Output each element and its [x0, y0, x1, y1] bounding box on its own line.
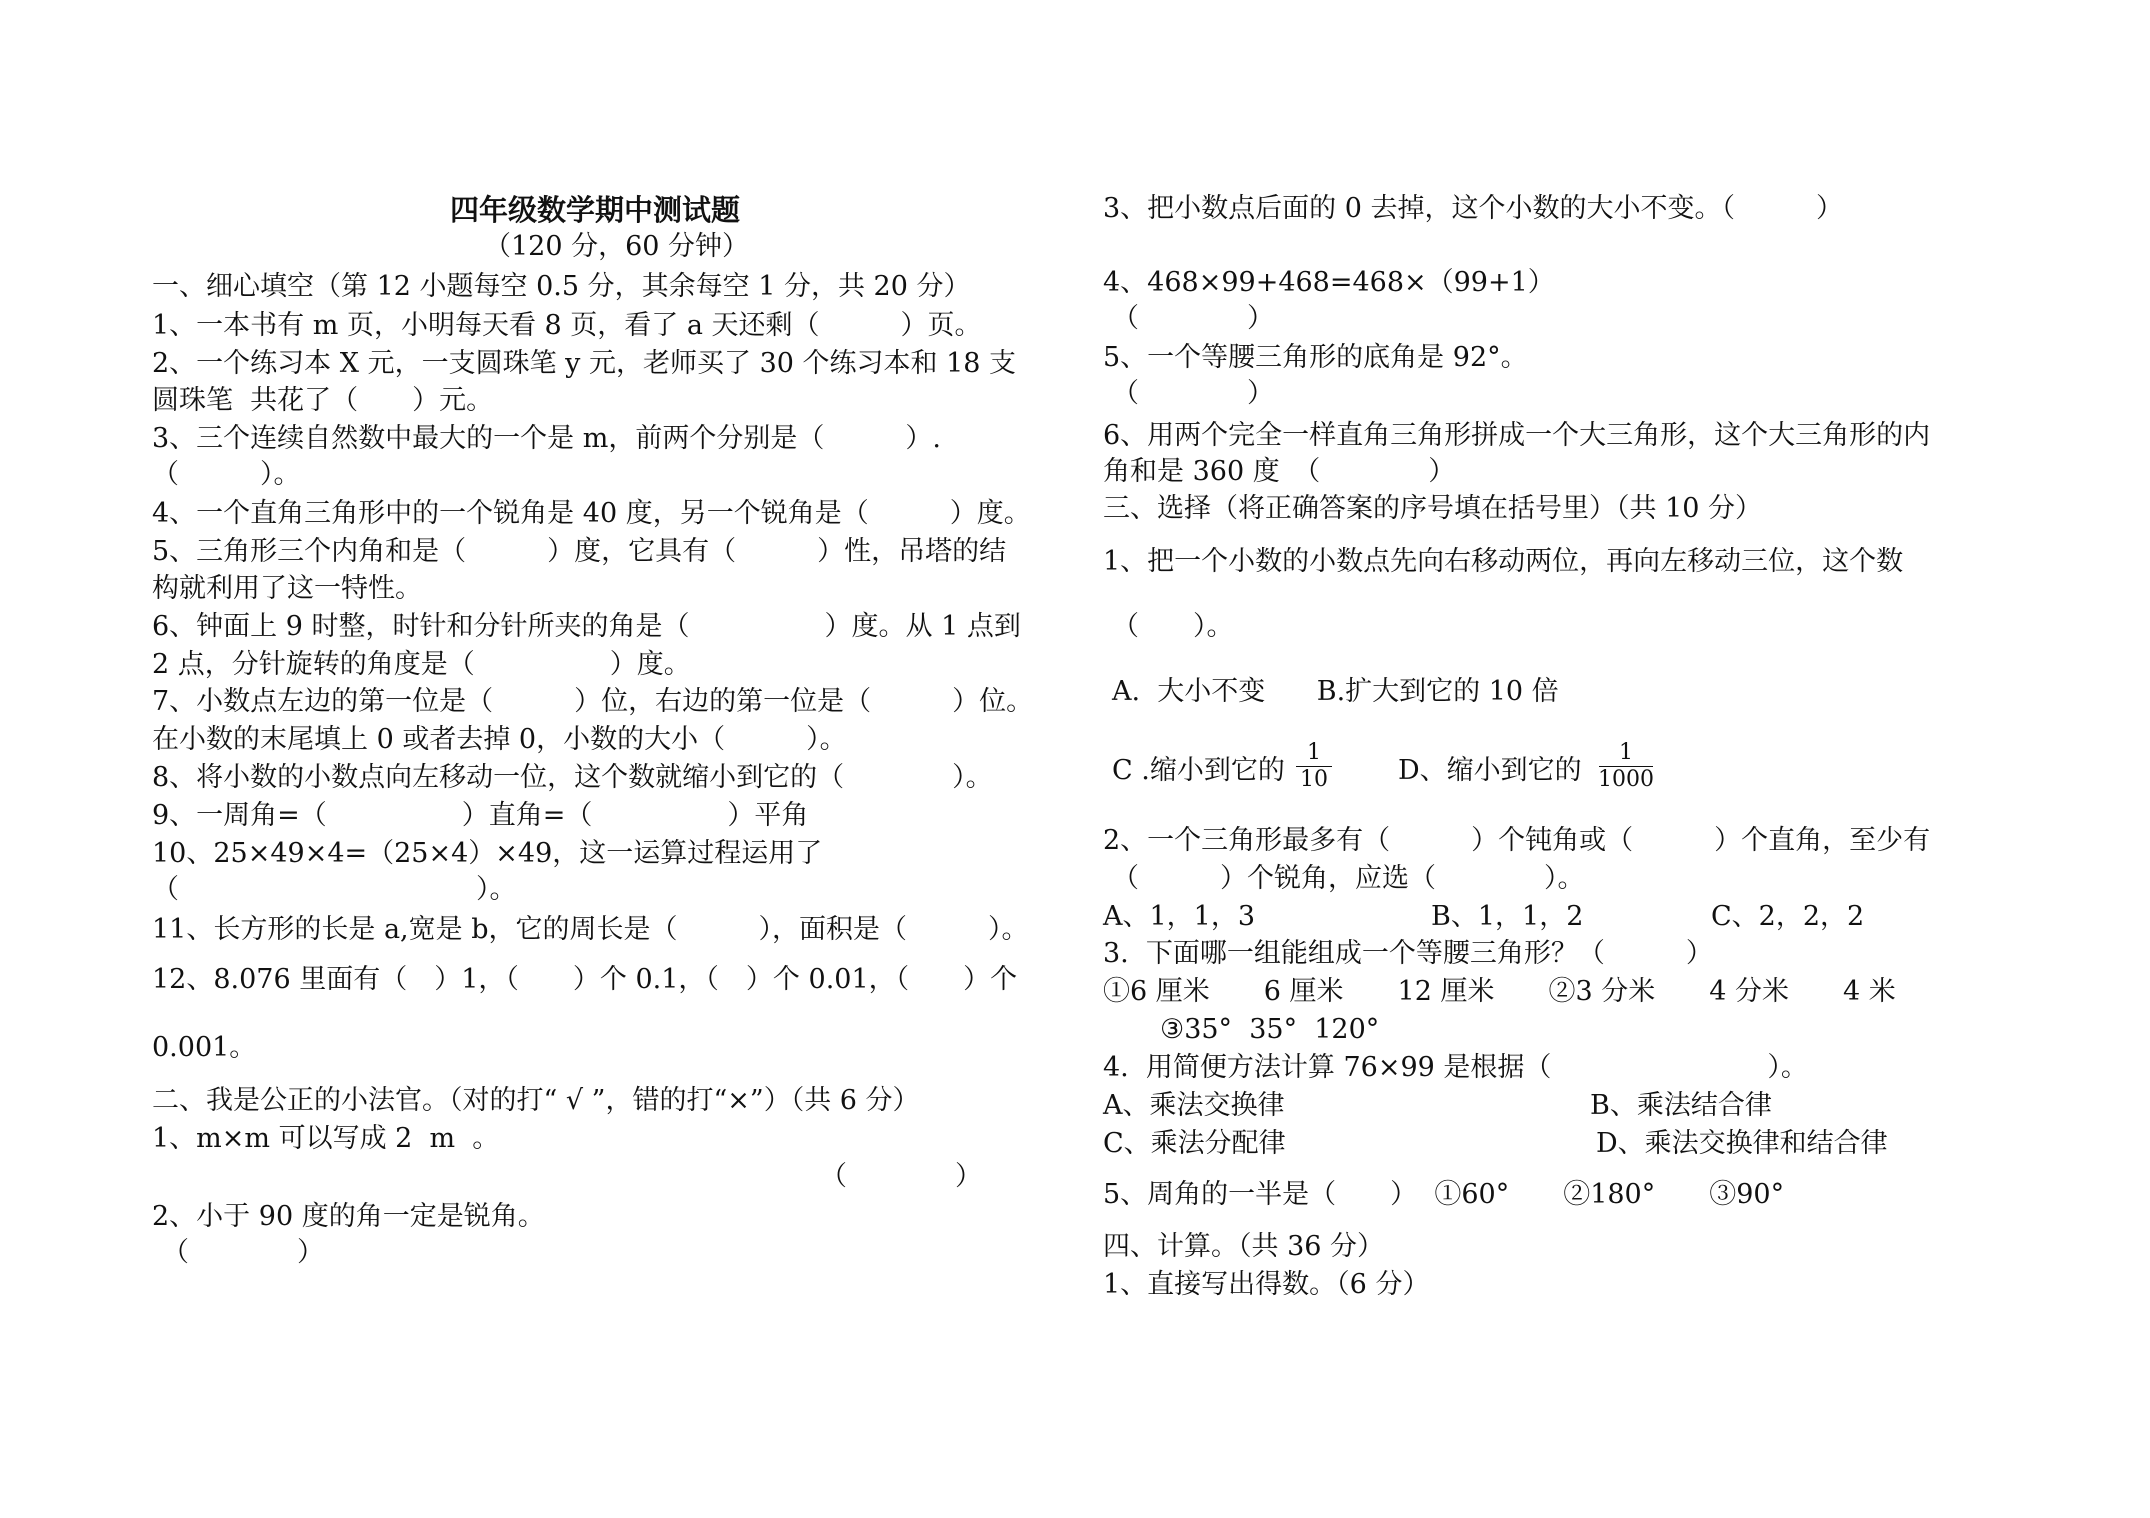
choice-option: C .缩小到它的: [1112, 755, 1285, 786]
section-4-heading: 四、计算。（共 36 分）: [1103, 1231, 1385, 1262]
answer-blank: （ ）。: [1112, 611, 1234, 642]
choice-option: D、乘法交换律和结合律: [1596, 1128, 1888, 1159]
fraction-one-tenth: [1296, 740, 1332, 793]
section-2-heading: 二、我是公正的小法官。（对的打“ √ ”，错的打“×”）（共 6 分）: [152, 1085, 920, 1116]
question-text: 角和是 360 度 （ ）: [1103, 456, 1456, 487]
choice-option: C、乘法分配律: [1103, 1128, 1286, 1159]
question-text: 3、三个连续自然数中最大的一个是 m，前两个分别是（ ）.: [152, 423, 941, 454]
section-1-heading: 一、细心填空（第 12 小题每空 0.5 分，其余每空 1 分，共 20 分）: [152, 271, 971, 302]
question-text: 1、直接写出得数。（6 分）: [1103, 1269, 1430, 1300]
question-text: 5、一个等腰三角形的底角是 92°。: [1103, 342, 1528, 373]
question-text: 4、一个直角三角形中的一个锐角是 40 度，另一个锐角是（ ）度。: [152, 498, 1031, 529]
choice-option: B、1，1，2: [1431, 901, 1584, 932]
choice-option: D、缩小到它的: [1398, 755, 1582, 786]
question-text: 4、468×99+468=468×（99+1）: [1103, 267, 1555, 298]
question-text: 圆珠笔 共花了（ ）元。: [152, 385, 494, 416]
section-3-heading: 三、选择（将正确答案的序号填在括号里）（共 10 分）: [1103, 493, 1763, 524]
answer-blank: （ ）: [162, 1237, 324, 1268]
question-text: 1、m×m 可以写成 2 m 。: [152, 1123, 500, 1154]
fraction-numerator: 1: [1307, 740, 1321, 765]
question-text: 8、将小数的小数点向左移动一位，这个数就缩小到它的（ ）。: [152, 762, 993, 793]
question-text: 0.001。: [152, 1032, 257, 1063]
question-text: 3、把小数点后面的 0 去掉，这个小数的大小不变。（ ）: [1103, 193, 1844, 224]
question-text: （ ）个锐角，应选（ ）。: [1112, 863, 1585, 894]
question-text: 7、小数点左边的第一位是（ ）位，右边的第一位是（ ）位。: [152, 686, 1034, 717]
question-text: 11、长方形的长是 a,宽是 b，它的周长是（ ），面积是（ ）。: [152, 914, 1029, 945]
question-text: 2、一个三角形最多有（ ）个钝角或（ ）个直角，至少有: [1103, 825, 1931, 856]
choice-option: B、乘法结合律: [1590, 1090, 1772, 1121]
question-text: （ ）。: [152, 459, 301, 490]
question-text: 2、一个练习本 X 元，一支圆珠笔 y 元，老师买了 30 个练习本和 18 支: [152, 348, 1017, 379]
answer-blank: （ ）: [1112, 303, 1274, 334]
question-text: 10、25×49×4=（25×4）×49，这一运算过程运用了: [152, 838, 823, 869]
exam-subtitle: （120 分，60 分钟）: [484, 231, 750, 262]
question-text: （ ）。: [152, 874, 517, 905]
question-text: 9、一周角=（ ）直角=（ ）平角: [152, 800, 809, 831]
choice-option: C、2，2，2: [1711, 901, 1865, 932]
choice-option: A、1，1，3: [1103, 901, 1256, 932]
question-text: 5、三角形三个内角和是（ ）度，它具有（ ）性，吊塔的结: [152, 536, 1007, 567]
question-text: 构就利用了这一特性。: [152, 573, 422, 604]
question-text: 12、8.076 里面有（ ）1，（ ）个 0.1，（ ）个 0.01，（ ）个: [152, 964, 1018, 995]
fraction-numerator: 1: [1619, 740, 1633, 765]
question-text: 2 点，分针旋转的角度是（ ）度。: [152, 649, 691, 680]
question-text: 4. 用简便方法计算 76×99 是根据（ ）。: [1103, 1052, 1808, 1083]
question-text: 1、把一个小数的小数点先向右移动两位，再向左移动三位，这个数: [1103, 546, 1904, 577]
question-text: 6、钟面上 9 时整，时针和分针所夹的角是（ ）度。从 1 点到: [152, 611, 1021, 642]
answer-blank: （ ）: [1112, 378, 1274, 409]
question-text: 6、用两个完全一样直角三角形拼成一个大三角形，这个大三角形的内: [1103, 420, 1931, 451]
choice-option: ③35° 35° 120°: [1160, 1014, 1380, 1045]
question-text: 2、小于 90 度的角一定是锐角。: [152, 1201, 545, 1232]
question-text: 1、一本书有 m 页，小明每天看 8 页，看了 a 天还剩（ ）页。: [152, 310, 982, 341]
choice-option: A、乘法交换律: [1103, 1090, 1285, 1121]
fraction-one-thousandth: [1599, 740, 1653, 793]
answer-blank: （ ）: [820, 1161, 982, 1192]
choice-option: ①6 厘米 6 厘米 12 厘米 ②3 分米 4 分米 4 米: [1103, 976, 1896, 1007]
question-text: 3. 下面哪一组能组成一个等腰三角形？（ ）: [1103, 938, 1713, 969]
fraction-denominator: 10: [1300, 767, 1328, 792]
fraction-denominator: 1000: [1598, 767, 1654, 792]
choice-option: A. 大小不变 B.扩大到它的 10 倍: [1112, 676, 1559, 707]
exam-title: 四年级数学期中测试题: [450, 193, 741, 227]
question-text: 在小数的末尾填上 0 或者去掉 0，小数的大小（ ）。: [152, 724, 847, 755]
question-text: 5、周角的一半是（ ） ①60° ②180° ③90°: [1103, 1179, 1785, 1210]
